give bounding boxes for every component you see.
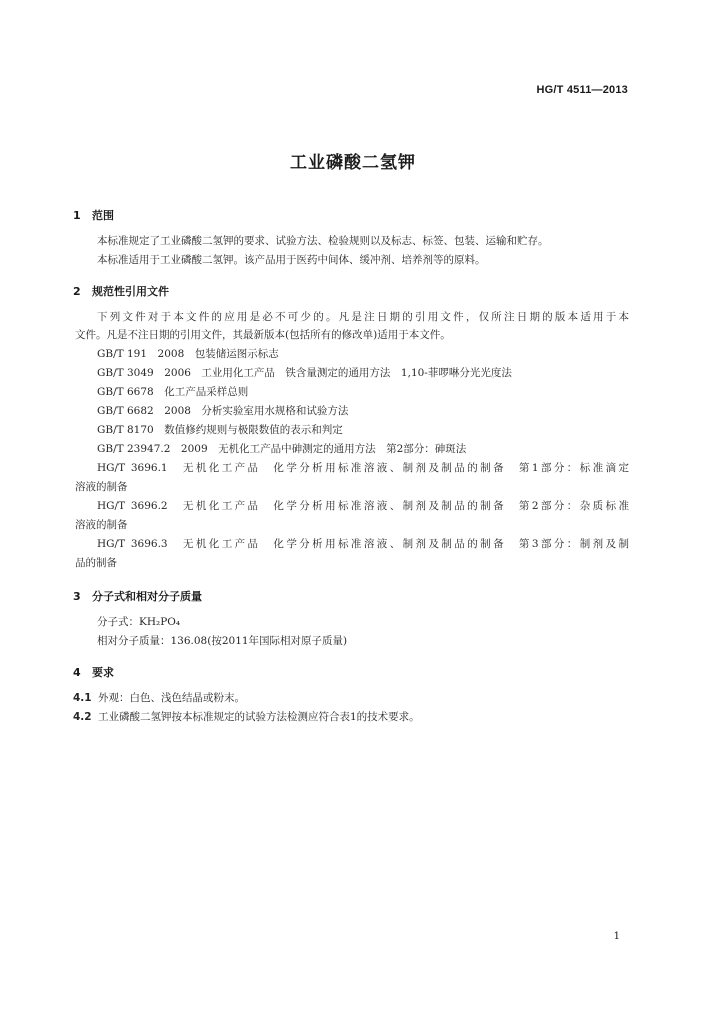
reference-item-continued: 溶液的制备 — [75, 519, 128, 531]
relative-molecular-mass: 相对分子质量：136.08(按2011年国际相对原子质量) — [97, 635, 348, 647]
paragraph-line: 下列文件对于本文件的应用是必不可少的。凡是注日期的引用文件，仅所注日期的版本适用于本 — [97, 311, 629, 323]
section-4-heading — [73, 664, 114, 680]
clause-text: 外观：白色、浅色结晶或粉末。 — [98, 692, 245, 704]
section-number: 2 — [73, 285, 81, 298]
section-title: 范围 — [92, 209, 114, 222]
document-title: 工业磷酸二氢钾 — [290, 153, 416, 173]
reference-item: HG/T 3696.3 无机化工产品 化学分析用标准溶液、制剂及制品的制备 第3部分：制剂及制 — [97, 538, 629, 550]
clause-4-2 — [73, 710, 420, 724]
section-3-heading — [73, 588, 202, 604]
paragraph: 本标准适用于工业磷酸二氢钾。该产品用于医药中间体、缓冲剂、培养剂等的原料。 — [97, 254, 486, 266]
molecular-formula: 分子式：KH₂PO₄ — [97, 616, 181, 628]
clause-text: 工业磷酸二氢钾按本标准规定的试验方法检测应符合表1的技术要求。 — [98, 711, 420, 723]
section-2-heading — [73, 283, 169, 299]
section-title: 分子式和相对分子质量 — [92, 590, 202, 603]
section-title: 要求 — [92, 666, 114, 679]
reference-item-continued: 溶液的制备 — [75, 481, 128, 493]
clause-number: 4.2 — [73, 711, 92, 723]
section-number: 1 — [73, 209, 81, 222]
reference-item: GB/T 23947.2 2009 无机化工产品中砷测定的通用方法 第2部分：砷斑法 — [97, 443, 467, 455]
clause-4-1 — [73, 691, 245, 705]
reference-item: GB/T 3049 2006 工业用化工产品 铁含量测定的通用方法 1,10-菲啰啉分光光度法 — [97, 367, 512, 379]
standard-code: HG/T 4511—2013 — [536, 84, 628, 96]
reference-item-continued: 品的制备 — [75, 557, 117, 569]
reference-item: GB/T 8170 数值修约规则与极限数值的表示和判定 — [97, 424, 343, 436]
section-1-heading — [73, 207, 114, 223]
reference-item: GB/T 191 2008 包装储运图示标志 — [97, 348, 279, 360]
reference-item: HG/T 3696.2 无机化工产品 化学分析用标准溶液、制剂及制品的制备 第2部分：杂质标准 — [97, 500, 629, 512]
paragraph-line: 文件。凡是不注日期的引用文件，其最新版本(包括所有的修改单)适用于本文件。 — [75, 329, 451, 341]
reference-item: GB/T 6678 化工产品采样总则 — [97, 386, 249, 398]
reference-item: GB/T 6682 2008 分析实验室用水规格和试验方法 — [97, 405, 349, 417]
paragraph: 本标准规定了工业磷酸二氢钾的要求、试验方法、检验规则以及标志、标签、包装、运输和贮存。 — [97, 235, 549, 247]
page-number: 1 — [613, 931, 620, 942]
section-number: 4 — [73, 666, 81, 679]
clause-number: 4.1 — [73, 692, 92, 704]
section-title: 规范性引用文件 — [92, 285, 169, 298]
section-number: 3 — [73, 590, 81, 603]
reference-item: HG/T 3696.1 无机化工产品 化学分析用标准溶液、制剂及制品的制备 第1部分：标准滴定 — [97, 462, 629, 474]
